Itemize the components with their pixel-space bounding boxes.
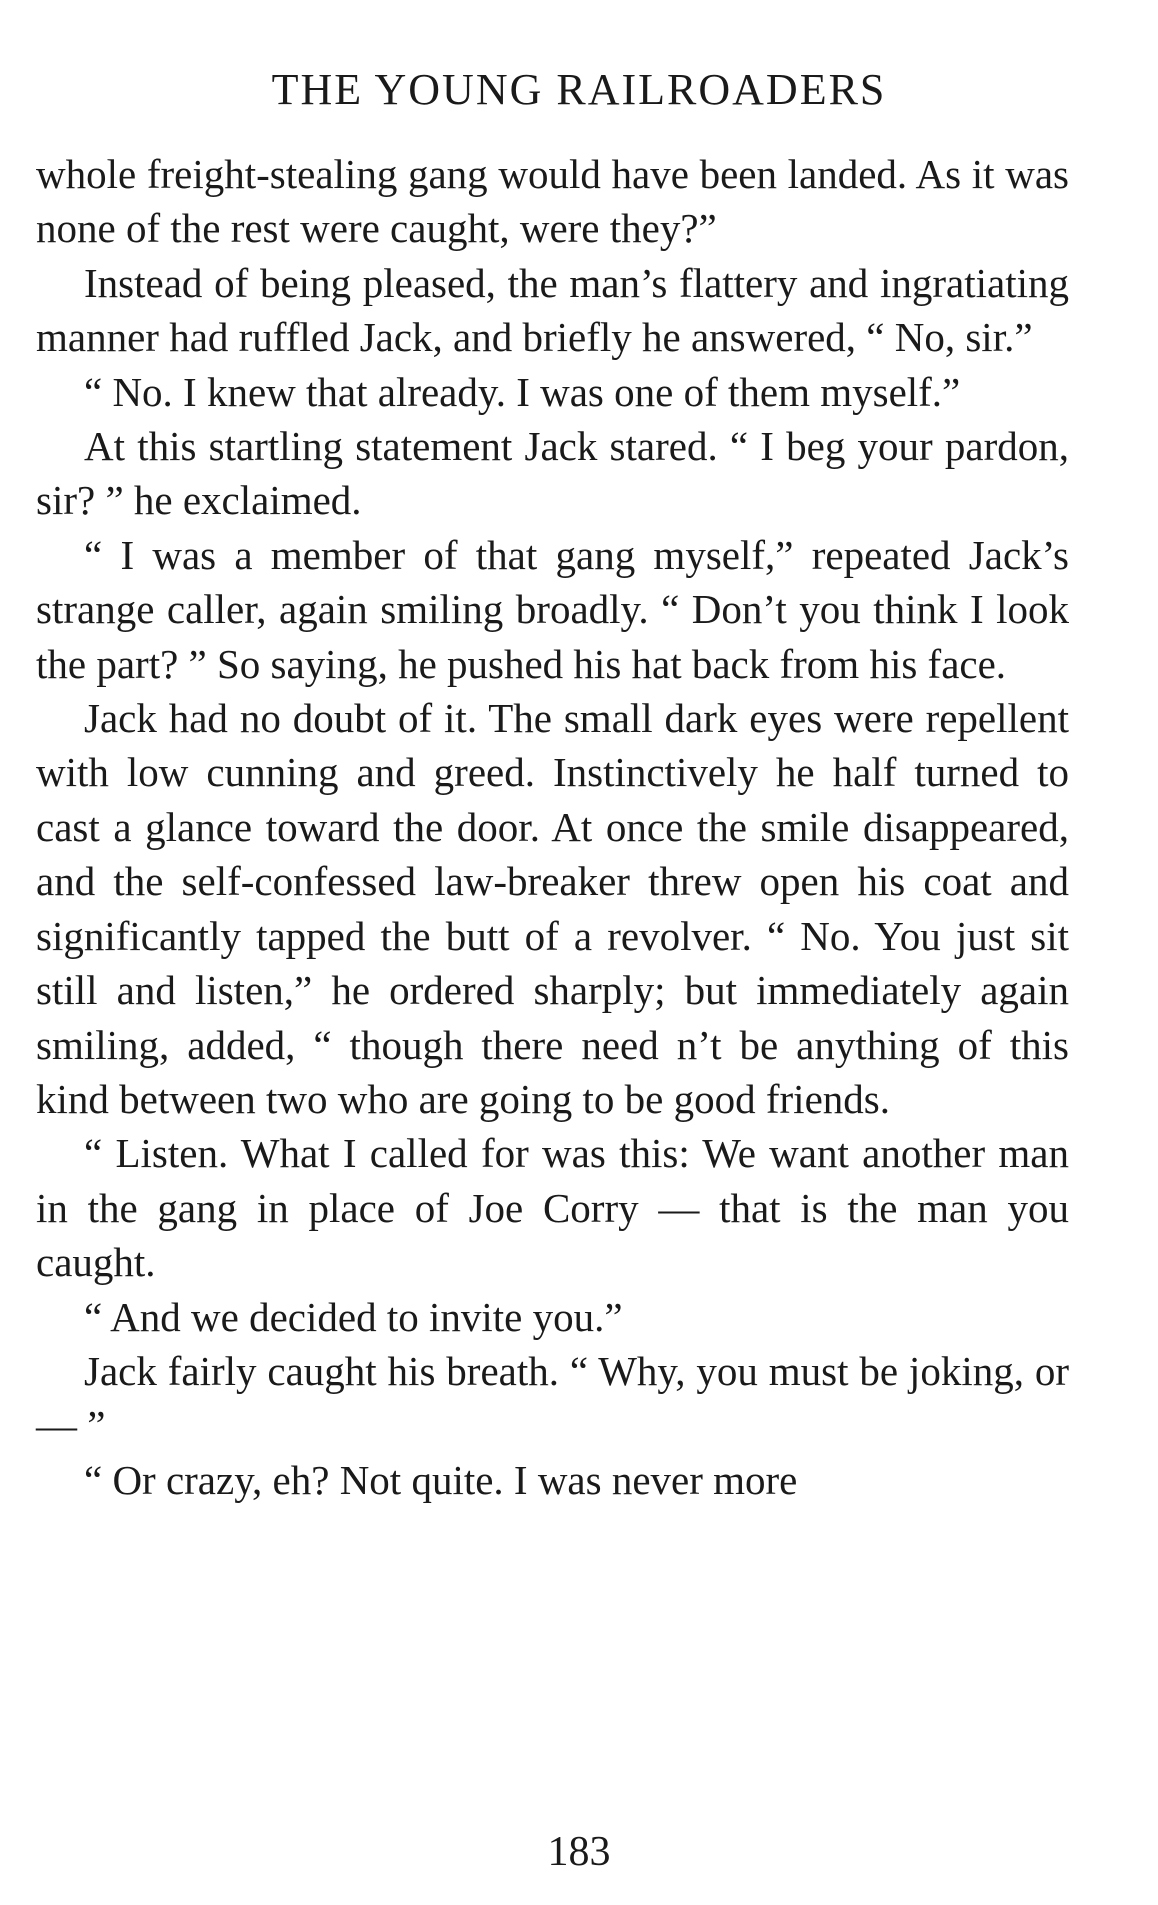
running-head: THE YOUNG RAILROADERS [271, 65, 887, 114]
paragraph: Instead of being pleased, the man’s flattery and ingratiating manner had ruffled Jack, and briefly he answered, “ No, sir.” [36, 259, 1069, 361]
paragraph: “ No. I knew that already. I was one of them myself.” [84, 368, 961, 415]
paragraph: “ And we decided to invite you.” [84, 1293, 623, 1340]
paragraph: At this startling statement Jack stared. “ I beg your pardon, sir? ” he exclaimed. [36, 423, 1069, 524]
paragraph: “ Listen. What I called for was this: We want another man in the gang in place of Joe Corry — that is the man you caught. [36, 1130, 1069, 1286]
paragraph: whole freight-stealing gang would have been landed. As it was none of the rest were caught, were they?” [36, 151, 1069, 252]
paragraph: Jack fairly caught his breath. “ Why, you must be joking, or — ” [36, 1347, 1069, 1449]
paragraph: “ I was a member of that gang myself,” repeated Jack’s strange caller, again smiling broadly. “ Don’t you think I look the part? ” So saying, he pushed his hat back from his face. [36, 531, 1069, 687]
paragraph: “ Or crazy, eh? Not quite. I was never more [84, 1456, 798, 1503]
paragraph: Jack had no doubt of it. The small dark eyes were repellent with low cunning and greed. Instinctively he half turned to cast a glance toward the door. At once the smile disappeared, and the self-confessed law-breaker threw open his coat and significantly tapped the butt of a revolver. “ No. You just sit still and listen,” he ordered sharply; but immediately again smiling, added, “ though there need n’t be anything of this kind between two who are going to be good friends. [36, 695, 1069, 1122]
body-text [36, 147, 1069, 1507]
page-number: 183 [547, 1829, 611, 1875]
